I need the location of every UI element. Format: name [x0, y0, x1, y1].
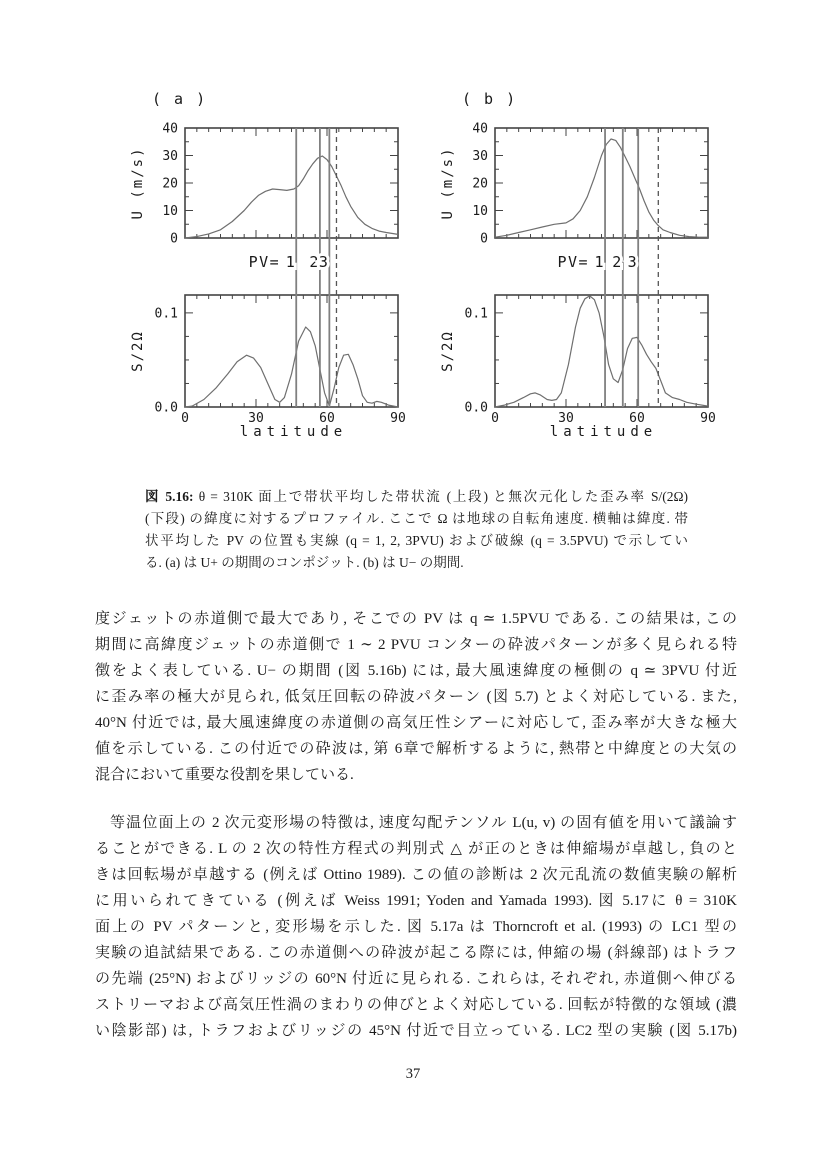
zonal-wind-curve — [185, 156, 398, 238]
pv-value-label: 1 — [285, 253, 295, 271]
x-axis-label: latitude — [549, 424, 658, 440]
text-line: 期間に高緯度ジェットの赤道側で 1 ∼ 2 PVU コンターの砕波パターンが多く見られる特 — [95, 637, 737, 653]
strain-rate-curve — [185, 327, 398, 407]
panel-label: ( b ) — [462, 90, 518, 108]
text-line: きは回転場が卓越する (例えば Ottino 1989). この値の診断は 2 次元乱流の数値実験の解析 — [95, 867, 737, 883]
y-axis-label-u: U (m/s) — [440, 146, 456, 220]
y-tick-label: 0.0 — [154, 400, 178, 416]
y-tick-label: 0.1 — [464, 306, 488, 322]
page-number: 37 — [405, 1066, 421, 1082]
axis-box — [185, 128, 398, 238]
caption-line: (下段) の緯度に対するプロファイル. ここで Ω は地球の自転角速度. 横軸は緯度. 帯 — [145, 511, 688, 526]
figure-caption — [145, 486, 688, 574]
y-axis-label-u: U (m/s) — [130, 146, 146, 220]
figure-panel-a — [112, 78, 452, 468]
text-line: の先端 (25°N) およびリッジの 60°N 付近に見られる. これらは, それぞれ, 赤道側へ伸びる — [95, 971, 737, 987]
y-tick-label: 40 — [472, 121, 488, 137]
y-tick-label: 30 — [472, 149, 488, 164]
caption-line: 状平均した PV の位置も実線 (q = 1, 2, 3PVU) および破線 (q = 3.5PVU) で示してい — [145, 533, 688, 548]
pv-value-label: 1 — [594, 253, 604, 271]
caption-line: る. (a) は U+ の期間のコンポジット. (b) は U− の期間. — [145, 555, 464, 570]
y-tick-label: 0 — [170, 231, 178, 247]
y-axis-label-s: S/2Ω — [440, 330, 456, 372]
caption-figure-label: 図 5.16: — [145, 489, 194, 504]
caption-line: 図 5.16: θ = 310K 面上で帯状平均した帯状流 (上段) と無次元化した歪み率 S/(2Ω) — [145, 489, 688, 504]
text-line: 度ジェットの赤道側で最大であり, そこでの PV は q ≃ 1.5PVU である. この結果は, この — [95, 611, 737, 627]
x-tick-label: 30 — [558, 411, 574, 426]
x-tick-label: 0 — [181, 411, 189, 426]
x-tick-label: 60 — [319, 411, 335, 426]
text-line: 等温位面上の 2 次元変形場の特徴は, 速度勾配テンソル L(u, v) の固有値を用いて議論す — [110, 815, 737, 831]
pv-label: PV= — [248, 253, 281, 271]
pv-label: PV= — [557, 253, 590, 271]
text-line: に歪み率の極大が見られ, 低気圧回転の砕波パターン (図 5.7) とよく対応している. また, — [95, 689, 737, 705]
y-tick-label: 0.0 — [464, 400, 488, 416]
body-paragraph-1 — [95, 606, 737, 788]
x-axis-label: latitude — [239, 424, 348, 440]
text-line: 値を示している. この付近での砕波は, 第 6章で解析するように, 熱帯と中緯度との大気の — [95, 741, 737, 757]
panel-label: ( a ) — [152, 90, 208, 108]
text-line: ることができる. L の 2 次の特性方程式の判別式 △ が正のときは伸縮場が卓越し, 負のと — [95, 841, 737, 857]
x-tick-label: 0 — [491, 411, 499, 426]
x-tick-label: 30 — [248, 411, 264, 426]
y-tick-label: 20 — [472, 176, 488, 192]
axis-box — [185, 295, 398, 407]
text-line: 混合において重要な役割を果している. — [95, 767, 354, 783]
text-line: に用いられてきている (例えば Weiss 1991; Yoden and Yamada 1993). 図 5.17に θ = 310K — [95, 893, 737, 909]
y-axis-label-s: S/2Ω — [130, 330, 146, 372]
text-line: 実験の追試結果である. この赤道側への砕波が起こる際には, 伸縮の場 (斜線部) はトラフ — [95, 945, 737, 961]
y-tick-label: 10 — [162, 204, 178, 219]
x-tick-label: 60 — [629, 411, 645, 426]
pv-value-label: 3 — [627, 253, 637, 271]
y-tick-label: 20 — [162, 176, 178, 192]
x-tick-label: 90 — [700, 411, 716, 426]
y-tick-label: 0.1 — [154, 306, 178, 322]
axis-box — [495, 295, 708, 407]
pv-value-label: 2 — [309, 253, 319, 271]
text-line: い陰影部) は, トラフおよびリッジの 45°N 付近で目立っている. LC2 型の実験 (図 5.17b) — [95, 1023, 737, 1039]
text-line: ストリーマおよび高気圧性渦のまわりの伸びとよく対応している. 回転が特徴的な領域 (濃 — [95, 997, 737, 1013]
pv-value-label: 2 — [612, 253, 622, 271]
strain-rate-curve — [495, 296, 708, 407]
figure-panel-b — [422, 78, 762, 468]
text-line: 徴をよく表している. U− の期間 (図 5.16b) には, 最大風速緯度の極側の q ≃ 3PVU 付近 — [95, 663, 737, 679]
zonal-wind-curve — [495, 139, 708, 237]
text-line: 面上の PV パターンと, 変形場を示した. 図 5.17a は Thorncroft et al. (1993) の LC1 型の — [95, 919, 737, 935]
pv-value-label: 3 — [318, 253, 328, 271]
y-tick-label: 30 — [162, 149, 178, 164]
y-tick-label: 10 — [472, 204, 488, 219]
y-tick-label: 40 — [162, 121, 178, 137]
y-tick-label: 0 — [480, 231, 488, 247]
body-paragraph-2 — [95, 810, 737, 1044]
axis-box — [495, 128, 708, 238]
x-tick-label: 90 — [390, 411, 406, 426]
text-line: 40°N 付近では, 最大風速緯度の赤道側の高気圧性シアーに対応して, 歪み率が大きな極大 — [95, 715, 737, 731]
